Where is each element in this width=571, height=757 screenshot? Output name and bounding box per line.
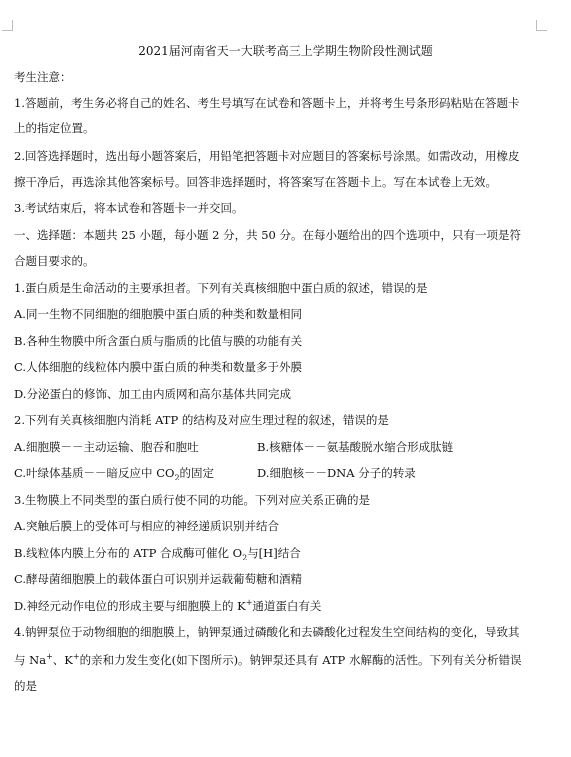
question-4-stem-line-1: 4.钠钾泵位于动物细胞的细胞膜上，钠钾泵通过磷酸化和去磷酸化过程发生空间结构的变化，导致其 [14,625,520,639]
question-1-option-b: B.各种生物膜中所含蛋白质与脂质的比值与膜的功能有关 [14,334,303,348]
question-1-option-a: A.同一生物不同细胞的细胞膜中蛋白质的种类和数量相同 [14,307,302,321]
notice-item-2-line-1: 2.回答选择题时，选出每小题答案后，用铅笔把答题卡对应题目的答案标号涂黑。如需改动，用橡皮 [14,149,520,163]
notice-item-1-line-2: 上的指定位置。 [14,121,95,135]
page-corner-mark-left [2,20,13,31]
exam-title: 2021届河南省天一大联考高三上学期生物阶段性测试题 [138,44,433,58]
notice-item-3: 3.考试结束后，将本试卷和答题卡一并交回。 [14,201,244,215]
question-1-option-d: D.分泌蛋白的修饰、加工由内质网和高尔基体共同完成 [14,387,291,401]
question-2-option-a: A.细胞膜－－主动运输、胞吞和胞吐 [14,440,199,454]
notice-item-2-line-2: 擦干净后，再选涂其他答案标号。回答非选择题时，将答案写在答题卡上。写在本试卷上无效。 [14,175,497,189]
question-1-stem: 1.蛋白质是生命活动的主要承担者。下列有关真核细胞中蛋白质的叙述，错误的是 [14,281,428,295]
question-3-stem: 3.生物膜上不同类型的蛋白质行使不同的功能。下列对应关系正确的是 [14,493,370,507]
question-1-option-c: C.人体细胞的线粒体内膜中蛋白质的种类和数量多于外膜 [14,360,303,374]
question-3-option-d: D.神经元动作电位的形成主要与细胞膜上的 K+通道蛋白有关 [14,599,322,613]
question-2-option-d: D.细胞核－－DNA 分子的转录 [257,466,416,480]
question-3-option-a: A.突触后膜上的受体可与相应的神经递质识别并结合 [14,519,279,533]
page-corner-mark-right [536,20,547,31]
question-3-option-c: C.酵母菌细胞膜上的载体蛋白可识别并运载葡萄糖和酒精 [14,572,303,586]
question-2-option-b: B.核糖体－－氨基酸脱水缩合形成肽链 [257,440,454,454]
section-heading-line-1: 一、选择题：本题共 25 小题，每小题 2 分，共 50 分。在每小题给出的四个选项中，只有一项是符 [14,228,522,242]
notice-item-1-line-1: 1.答题前，考生务必将自己的姓名、考生号填写在试卷和答题卡上，并将考生号条形码粘贴在答题卡 [14,96,520,110]
question-2-stem: 2.下列有关真核细胞内消耗 ATP 的结构及对应生理过程的叙述，错误的是 [14,413,389,427]
question-2-options-row-1 [14,440,562,454]
section-heading-line-2: 合题目要求的。 [14,254,95,268]
question-3-option-b: B.线粒体内膜上分布的 ATP 合成酶可催化 $O_2$与[H]结合 [14,546,301,560]
notice-heading: 考生注意： [14,70,72,84]
question-2-options-row-2 [14,466,562,480]
question-4-stem-line-3: 的是 [14,679,37,693]
question-2-option-c: C.叶绿体基质－－暗反应中 $CO_2$的固定 [14,466,215,480]
question-4-stem-line-2: 与 Na+、K+的亲和力发生变化(如下图所示)。钠钾泵还具有 ATP 水解酶的活性。下列有关分析错误 [14,653,522,667]
